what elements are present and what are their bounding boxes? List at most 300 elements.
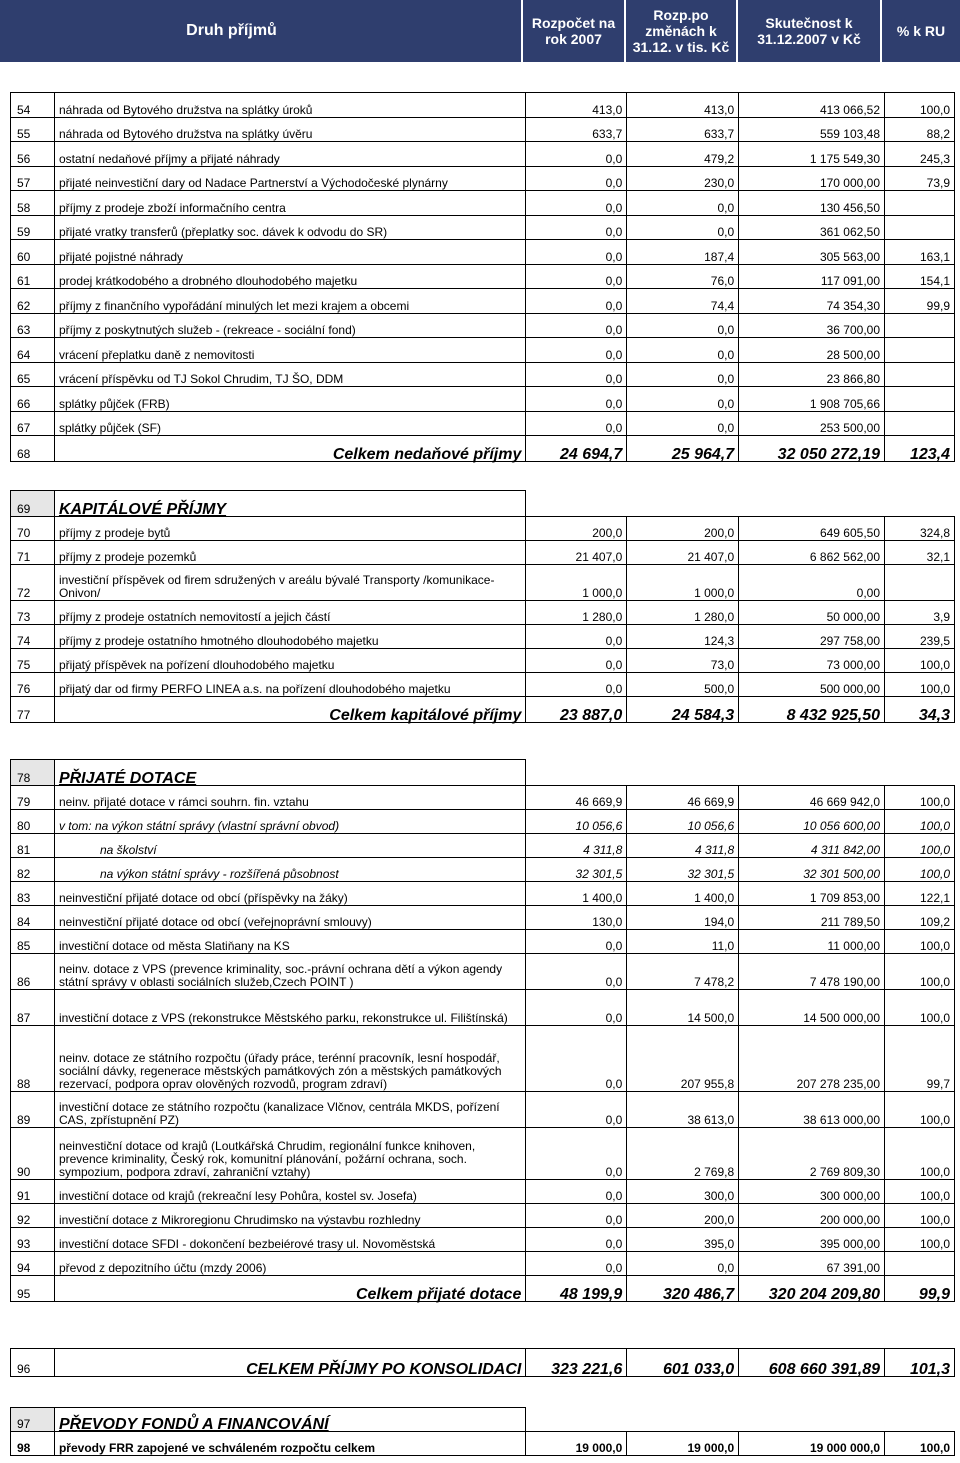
- row-percent: 100,0: [885, 93, 955, 118]
- row-description: neinvestiční přijaté dotace od obcí (veřejnoprávní smlouvy): [54, 906, 525, 930]
- section-title: PŘIJATÉ DOTACE: [54, 760, 525, 786]
- row-actual: 28 500,00: [739, 338, 885, 363]
- row-budget: 0,0: [526, 313, 627, 338]
- row-percent: 32,1: [885, 541, 955, 565]
- row-description: neinv. dotace z VPS (prevence kriminality, soc.-právní ochrana dětí a výkon agendy státní správy v oblasti sociálních služeb,Czech POINT ): [54, 954, 525, 990]
- row-adjusted: 24 584,3: [627, 697, 739, 723]
- row-number: 68: [11, 436, 55, 462]
- row-percent: 324,8: [885, 517, 955, 541]
- row-number: 85: [11, 930, 55, 954]
- row-number: 55: [11, 117, 55, 142]
- row-number: 75: [11, 649, 55, 673]
- row-budget: 0,0: [526, 142, 627, 167]
- header-adjusted: Rozp.po změnách k 31.12. v tis. Kč: [626, 0, 738, 62]
- row-budget: 0,0: [526, 649, 627, 673]
- row-budget: 0,0: [526, 1180, 627, 1204]
- row-budget: 24 694,7: [526, 436, 627, 462]
- row-percent: 101,3: [885, 1349, 955, 1377]
- table-row: [11, 858, 955, 882]
- row-description: převod z depozitního účtu (mzdy 2006): [54, 1252, 525, 1276]
- row-description: přijatý příspěvek na pořízení dlouhodobého majetku: [54, 649, 525, 673]
- row-actual: 200 000,00: [739, 1204, 885, 1228]
- row-number: 74: [11, 625, 55, 649]
- row-budget: 0,0: [526, 215, 627, 240]
- row-percent: [885, 411, 955, 436]
- non-tax-income-table: [10, 92, 955, 462]
- row-percent: 154,1: [885, 264, 955, 289]
- row-budget: 0,0: [526, 954, 627, 990]
- row-number: 79: [11, 786, 55, 810]
- row-adjusted: 38 613,0: [627, 1092, 739, 1128]
- row-number: 92: [11, 1204, 55, 1228]
- row-percent: 100,0: [885, 954, 955, 990]
- row-number: 71: [11, 541, 55, 565]
- row-budget: 0,0: [526, 166, 627, 191]
- table-row: [11, 215, 955, 240]
- row-number: 88: [11, 1026, 55, 1092]
- row-actual: 211 789,50: [739, 906, 885, 930]
- table-row: [11, 411, 955, 436]
- row-budget: 32 301,5: [526, 858, 627, 882]
- row-budget: 0,0: [526, 625, 627, 649]
- table-row: [11, 1228, 955, 1252]
- row-description: neinvestiční přijaté dotace od obcí (příspěvky na žáky): [54, 882, 525, 906]
- row-budget: 23 887,0: [526, 697, 627, 723]
- table-row: [11, 191, 955, 216]
- table-row: [11, 1276, 955, 1302]
- capital-income-table: [10, 490, 955, 723]
- row-number: 91: [11, 1180, 55, 1204]
- row-budget: 0,0: [526, 1092, 627, 1128]
- table-row: [11, 1252, 955, 1276]
- table-row: [11, 117, 955, 142]
- row-budget: 0,0: [526, 362, 627, 387]
- row-adjusted: 74,4: [627, 289, 739, 314]
- row-actual: 1 709 853,00: [739, 882, 885, 906]
- row-percent: [885, 1252, 955, 1276]
- table-row: [11, 954, 955, 990]
- row-number: 95: [11, 1276, 55, 1302]
- table-row: [11, 264, 955, 289]
- row-percent: 34,3: [885, 697, 955, 723]
- row-percent: 100,0: [885, 649, 955, 673]
- table-row: [11, 697, 955, 723]
- table-row: [11, 906, 955, 930]
- table-row: [11, 387, 955, 412]
- row-number: 59: [11, 215, 55, 240]
- row-adjusted: 73,0: [627, 649, 739, 673]
- row-adjusted: 14 500,0: [627, 990, 739, 1026]
- row-actual: 608 660 391,89: [739, 1349, 885, 1377]
- row-number: 81: [11, 834, 55, 858]
- row-percent: 123,4: [885, 436, 955, 462]
- table-row: [11, 625, 955, 649]
- row-description: náhrada od Bytového družstva na splátky úroků: [54, 93, 525, 118]
- row-budget: 0,0: [526, 1228, 627, 1252]
- table-row: [11, 240, 955, 265]
- row-adjusted: 11,0: [627, 930, 739, 954]
- row-actual: 36 700,00: [739, 313, 885, 338]
- row-number: 82: [11, 858, 55, 882]
- row-description: příjmy z prodeje pozemků: [54, 541, 525, 565]
- row-number: 69: [11, 491, 55, 517]
- row-number: 67: [11, 411, 55, 436]
- row-actual: 0,00: [739, 565, 885, 601]
- row-adjusted: 2 769,8: [627, 1128, 739, 1180]
- row-percent: 99,9: [885, 289, 955, 314]
- row-budget: 0,0: [526, 930, 627, 954]
- row-number: 80: [11, 810, 55, 834]
- row-number: 70: [11, 517, 55, 541]
- row-number: 97: [11, 1408, 55, 1432]
- row-number: 57: [11, 166, 55, 191]
- row-description: příjmy z prodeje ostatního hmotného dlouhodobého majetku: [54, 625, 525, 649]
- row-description: Celkem nedaňové příjmy: [54, 436, 525, 462]
- table-row: [11, 990, 955, 1026]
- row-percent: 100,0: [885, 930, 955, 954]
- row-number: 93: [11, 1228, 55, 1252]
- row-number: 73: [11, 601, 55, 625]
- row-percent: 99,7: [885, 1026, 955, 1092]
- row-actual: 38 613 000,00: [739, 1092, 885, 1128]
- row-adjusted: 25 964,7: [627, 436, 739, 462]
- row-budget: 200,0: [526, 517, 627, 541]
- row-actual: 559 103,48: [739, 117, 885, 142]
- row-number: 98: [11, 1432, 55, 1456]
- section-title-row: [11, 760, 955, 786]
- row-adjusted: 0,0: [627, 411, 739, 436]
- row-number: 64: [11, 338, 55, 363]
- row-adjusted: 207 955,8: [627, 1026, 739, 1092]
- row-percent: 100,0: [885, 1128, 955, 1180]
- row-number: 62: [11, 289, 55, 314]
- row-number: 96: [11, 1349, 55, 1377]
- table-row: [11, 1204, 955, 1228]
- row-budget: 0,0: [526, 191, 627, 216]
- row-budget: 0,0: [526, 990, 627, 1026]
- row-adjusted: 500,0: [627, 673, 739, 697]
- table-row: [11, 565, 955, 601]
- row-description: neinv. dotace ze státního rozpočtu (úřady práce, terénní pracovník, lesní hospodář, sociální dávky, regenerace městských památkových zón a městských památkových rezervací, podpora oprav olověných rozvodů, program zdraví): [54, 1026, 525, 1092]
- row-budget: 323 221,6: [526, 1349, 627, 1377]
- row-percent: [885, 338, 955, 363]
- row-adjusted: 0,0: [627, 1252, 739, 1276]
- row-adjusted: 413,0: [627, 93, 739, 118]
- row-description: Celkem přijaté dotace: [54, 1276, 525, 1302]
- row-percent: 100,0: [885, 1432, 955, 1456]
- row-percent: 100,0: [885, 858, 955, 882]
- table-row: [11, 166, 955, 191]
- row-description: investiční dotace z Mikroregionu Chrudimsko na výstavbu rozhledny: [54, 1204, 525, 1228]
- row-actual: 32 050 272,19: [739, 436, 885, 462]
- row-budget: 0,0: [526, 1026, 627, 1092]
- row-budget: 46 669,9: [526, 786, 627, 810]
- table-row: [11, 1180, 955, 1204]
- row-adjusted: 0,0: [627, 338, 739, 363]
- row-number: 65: [11, 362, 55, 387]
- row-actual: 11 000,00: [739, 930, 885, 954]
- row-budget: 0,0: [526, 264, 627, 289]
- row-percent: 100,0: [885, 1204, 955, 1228]
- row-budget: 19 000,0: [526, 1432, 627, 1456]
- row-actual: 300 000,00: [739, 1180, 885, 1204]
- row-adjusted: 46 669,9: [627, 786, 739, 810]
- row-percent: 100,0: [885, 1180, 955, 1204]
- table-row: [11, 810, 955, 834]
- row-budget: 0,0: [526, 289, 627, 314]
- row-actual: 297 758,00: [739, 625, 885, 649]
- row-adjusted: 395,0: [627, 1228, 739, 1252]
- row-percent: 122,1: [885, 882, 955, 906]
- row-description: neinv. přijaté dotace v rámci souhrn. fin. vztahu: [54, 786, 525, 810]
- row-percent: 100,0: [885, 786, 955, 810]
- row-percent: [885, 362, 955, 387]
- row-actual: 320 204 209,80: [739, 1276, 885, 1302]
- row-actual: 253 500,00: [739, 411, 885, 436]
- header-type: Druh příjmů: [0, 0, 523, 62]
- row-description: příjmy z finančního vypořádání minulých let mezi krajem a obcemi: [54, 289, 525, 314]
- row-percent: 99,9: [885, 1276, 955, 1302]
- row-budget: 413,0: [526, 93, 627, 118]
- table-row: [11, 313, 955, 338]
- row-number: 72: [11, 565, 55, 601]
- row-description: investiční dotace od města Slatiňany na KS: [54, 930, 525, 954]
- row-description: přijaté pojistné náhrady: [54, 240, 525, 265]
- row-actual: 1 908 705,66: [739, 387, 885, 412]
- row-adjusted: 4 311,8: [627, 834, 739, 858]
- header-budget: Rozpočet na rok 2007: [523, 0, 626, 62]
- row-actual: 2 769 809,30: [739, 1128, 885, 1180]
- row-percent: 3,9: [885, 601, 955, 625]
- row-percent: 100,0: [885, 990, 955, 1026]
- table-row: [11, 1026, 955, 1092]
- row-adjusted: 10 056,6: [627, 810, 739, 834]
- row-number: 54: [11, 93, 55, 118]
- row-budget: 1 280,0: [526, 601, 627, 625]
- row-percent: 88,2: [885, 117, 955, 142]
- row-description: investiční příspěvek od firem sdružených v areálu bývalé Transporty /komunikace-Onivon/: [54, 565, 525, 601]
- table-row: [11, 1128, 955, 1180]
- row-actual: 130 456,50: [739, 191, 885, 216]
- consolidated-total-table: [10, 1348, 955, 1377]
- transfers-table: [10, 1407, 955, 1456]
- row-budget: 1 000,0: [526, 565, 627, 601]
- row-actual: 10 056 600,00: [739, 810, 885, 834]
- row-description: příjmy z prodeje bytů: [54, 517, 525, 541]
- row-actual: 207 278 235,00: [739, 1026, 885, 1092]
- row-percent: [885, 313, 955, 338]
- row-adjusted: 633,7: [627, 117, 739, 142]
- row-description: Celkem kapitálové příjmy: [54, 697, 525, 723]
- row-description: na výkon státní správy - rozšířená působnost: [54, 858, 525, 882]
- row-adjusted: 1 000,0: [627, 565, 739, 601]
- row-budget: 633,7: [526, 117, 627, 142]
- row-description: investiční dotace ze státního rozpočtu (kanalizace Vlčnov, centrála MKDS, pořízení CAS, zpřístupnění PZ): [54, 1092, 525, 1128]
- row-actual: 23 866,80: [739, 362, 885, 387]
- row-description: příjmy z poskytnutých služeb - (rekreace - sociální fond): [54, 313, 525, 338]
- row-percent: 100,0: [885, 810, 955, 834]
- row-actual: 74 354,30: [739, 289, 885, 314]
- row-description: přijaté vratky transferů (přeplatky soc. dávek k odvodu do SR): [54, 215, 525, 240]
- row-description: investiční dotace SFDI - dokončení bezbeiérové trasy ul. Novoměstská: [54, 1228, 525, 1252]
- table-row: [11, 436, 955, 462]
- row-adjusted: 0,0: [627, 191, 739, 216]
- row-number: 78: [11, 760, 55, 786]
- row-budget: 21 407,0: [526, 541, 627, 565]
- table-row: [11, 601, 955, 625]
- table-header: [0, 0, 960, 62]
- row-actual: 413 066,52: [739, 93, 885, 118]
- row-description: prodej krátkodobého a drobného dlouhodobého majetku: [54, 264, 525, 289]
- row-budget: 0,0: [526, 338, 627, 363]
- row-adjusted: 0,0: [627, 362, 739, 387]
- row-actual: 361 062,50: [739, 215, 885, 240]
- table-row: [11, 93, 955, 118]
- table-row: [11, 338, 955, 363]
- section-title: KAPITÁLOVÉ PŘÍJMY: [54, 491, 525, 517]
- table-row: [11, 289, 955, 314]
- section-title-row: [11, 1408, 955, 1432]
- row-percent: [885, 191, 955, 216]
- row-adjusted: 19 000,0: [627, 1432, 739, 1456]
- row-description: převody FRR zapojené ve schváleném rozpočtu celkem: [54, 1432, 525, 1456]
- row-actual: 170 000,00: [739, 166, 885, 191]
- row-budget: 1 400,0: [526, 882, 627, 906]
- row-description: příjmy z prodeje zboží informačního centra: [54, 191, 525, 216]
- row-adjusted: 200,0: [627, 517, 739, 541]
- row-actual: 50 000,00: [739, 601, 885, 625]
- row-actual: 1 175 549,30: [739, 142, 885, 167]
- row-number: 90: [11, 1128, 55, 1180]
- row-number: 61: [11, 264, 55, 289]
- row-actual: 14 500 000,00: [739, 990, 885, 1026]
- row-budget: 0,0: [526, 673, 627, 697]
- table-row: [11, 142, 955, 167]
- row-adjusted: 320 486,7: [627, 1276, 739, 1302]
- row-actual: 305 563,00: [739, 240, 885, 265]
- row-number: 66: [11, 387, 55, 412]
- row-description: investiční dotace od krajů (rekreační lesy Pohůra, kostel sv. Josefa): [54, 1180, 525, 1204]
- row-number: 87: [11, 990, 55, 1026]
- row-adjusted: 479,2: [627, 142, 739, 167]
- row-actual: 19 000 000,0: [739, 1432, 885, 1456]
- table-row: [11, 517, 955, 541]
- row-description: vrácení přeplatku daně z nemovitosti: [54, 338, 525, 363]
- row-actual: 117 091,00: [739, 264, 885, 289]
- row-adjusted: 124,3: [627, 625, 739, 649]
- table-row: [11, 930, 955, 954]
- row-percent: 100,0: [885, 1092, 955, 1128]
- table-row: [11, 362, 955, 387]
- row-budget: 10 056,6: [526, 810, 627, 834]
- row-actual: 7 478 190,00: [739, 954, 885, 990]
- row-percent: 100,0: [885, 1228, 955, 1252]
- grants-table: [10, 759, 955, 1302]
- row-budget: 130,0: [526, 906, 627, 930]
- row-number: 94: [11, 1252, 55, 1276]
- row-description: vrácení příspěvku od TJ Sokol Chrudim, TJ ŠO, DDM: [54, 362, 525, 387]
- row-adjusted: 300,0: [627, 1180, 739, 1204]
- row-actual: 46 669 942,0: [739, 786, 885, 810]
- row-budget: 0,0: [526, 1128, 627, 1180]
- row-budget: 4 311,8: [526, 834, 627, 858]
- row-budget: 48 199,9: [526, 1276, 627, 1302]
- row-adjusted: 230,0: [627, 166, 739, 191]
- row-description: splátky půjček (SF): [54, 411, 525, 436]
- row-number: 60: [11, 240, 55, 265]
- row-adjusted: 0,0: [627, 387, 739, 412]
- section-title: PŘEVODY FONDŮ A FINANCOVÁNÍ: [54, 1408, 525, 1432]
- table-row: [11, 649, 955, 673]
- row-actual: 8 432 925,50: [739, 697, 885, 723]
- row-description: ostatní nedaňové příjmy a přijaté náhrady: [54, 142, 525, 167]
- row-number: 76: [11, 673, 55, 697]
- header-percent: % k RU: [882, 0, 960, 62]
- row-actual: 32 301 500,00: [739, 858, 885, 882]
- row-description: přijaté neinvestiční dary od Nadace Partnerství a Východočeské plynárny: [54, 166, 525, 191]
- row-adjusted: 1 400,0: [627, 882, 739, 906]
- row-actual: 73 000,00: [739, 649, 885, 673]
- row-adjusted: 194,0: [627, 906, 739, 930]
- row-percent: 239,5: [885, 625, 955, 649]
- row-percent: 100,0: [885, 834, 955, 858]
- row-description: CELKEM PŘÍJMY PO KONSOLIDACI: [54, 1349, 525, 1377]
- table-row: [11, 1432, 955, 1456]
- row-number: 58: [11, 191, 55, 216]
- row-number: 86: [11, 954, 55, 990]
- row-percent: 109,2: [885, 906, 955, 930]
- row-description: investiční dotace z VPS (rekonstrukce Městského parku, rekonstrukce ul. Filištínská): [54, 990, 525, 1026]
- row-budget: 0,0: [526, 387, 627, 412]
- table-row: [11, 1349, 955, 1377]
- section-title-row: [11, 491, 955, 517]
- row-number: 77: [11, 697, 55, 723]
- row-number: 63: [11, 313, 55, 338]
- row-number: 56: [11, 142, 55, 167]
- row-actual: 6 862 562,00: [739, 541, 885, 565]
- row-percent: [885, 565, 955, 601]
- row-budget: 0,0: [526, 1252, 627, 1276]
- row-adjusted: 7 478,2: [627, 954, 739, 990]
- row-number: 83: [11, 882, 55, 906]
- row-adjusted: 187,4: [627, 240, 739, 265]
- row-budget: 0,0: [526, 240, 627, 265]
- row-percent: [885, 387, 955, 412]
- row-description: přijatý dar od firmy PERFO LINEA a.s. na pořízení dlouhodobého majetku: [54, 673, 525, 697]
- row-percent: 73,9: [885, 166, 955, 191]
- row-adjusted: 21 407,0: [627, 541, 739, 565]
- row-actual: 395 000,00: [739, 1228, 885, 1252]
- table-row: [11, 673, 955, 697]
- table-row: [11, 786, 955, 810]
- row-description: příjmy z prodeje ostatních nemovitostí a jejich částí: [54, 601, 525, 625]
- row-actual: 649 605,50: [739, 517, 885, 541]
- header-actual: Skutečnost k 31.12.2007 v Kč: [738, 0, 882, 62]
- row-description: neinvestiční dotace od krajů (Loutkářská Chrudim, regionální funkce knihoven, prevence kriminality, Český rok, komunitní plánování, požární ochrana, soch. sympozium, podpora zdraví, zahraniční vztahy): [54, 1128, 525, 1180]
- row-budget: 0,0: [526, 411, 627, 436]
- row-percent: 163,1: [885, 240, 955, 265]
- row-percent: 100,0: [885, 673, 955, 697]
- table-row: [11, 1092, 955, 1128]
- table-row: [11, 882, 955, 906]
- row-description: v tom: na výkon státní správy (vlastní správní obvod): [54, 810, 525, 834]
- row-percent: 245,3: [885, 142, 955, 167]
- row-description: splátky půjček (FRB): [54, 387, 525, 412]
- row-actual: 500 000,00: [739, 673, 885, 697]
- row-adjusted: 0,0: [627, 215, 739, 240]
- row-adjusted: 76,0: [627, 264, 739, 289]
- row-actual: 4 311 842,00: [739, 834, 885, 858]
